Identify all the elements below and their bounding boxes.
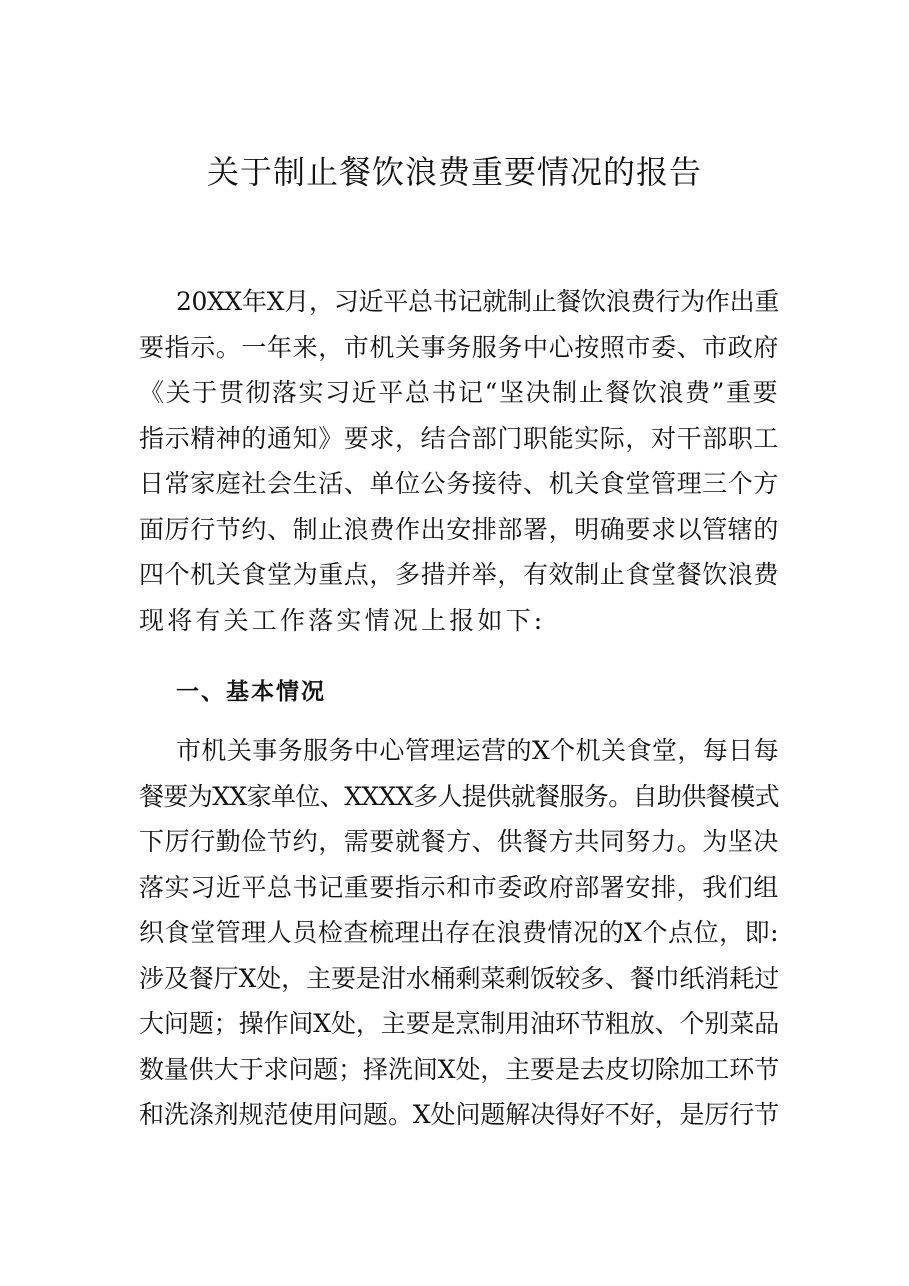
paragraph-line: 落实习近平总书记重要指示和市委政府部署安排，我们组 [139,872,780,902]
section-heading-basic-situation: 一、基本情况 [176,679,326,705]
paragraph-line: 市机关事务服务中心管理运营的X个机关食堂，每日每 [176,736,779,765]
paragraph-line: 日常家庭社会生活、单位公务接待、机关食堂管理三个方 [139,469,780,498]
paragraph-line: 数量供大于求问题；择洗间X处，主要是去皮切除加工环节 [139,1054,779,1084]
paragraph-line: 四个机关食堂为重点，多措并举，有效制止食堂餐饮浪费 [139,560,780,589]
paragraph-line: 下厉行勤俭节约，需要就餐方、供餐方共同努力。为坚决 [139,827,780,856]
paragraph-line: 面厉行节约、制止浪费作出安排部署，明确要求以管辖的 [139,514,780,544]
paragraph-line: 现将有关工作落实情况上报如下: [139,605,546,635]
paragraph-basic-situation [139,728,779,1138]
paragraph-intro [139,279,779,643]
document-title: 关于制止餐饮浪费重要情况的报告 [206,153,702,191]
paragraph-line: 20XX年X月，习近平总书记就制止餐饮浪费行为作出重 [176,287,779,316]
paragraph-line: 要指示。一年来，市机关事务服务中心按照市委、市政府 [139,332,780,362]
paragraph-line: 织食堂管理人员检查梳理出存在浪费情况的X个点位，即: [139,918,779,947]
paragraph-line: 指示精神的通知》要求，结合部门职能实际，对干部职工 [139,423,780,453]
paragraph-line: 大问题；操作间X处，主要是烹制用油环节粗放、个别菜品 [139,1009,779,1038]
paragraph-line: 和洗涤剂规范使用问题。X处问题解决得好不好，是厉行节 [139,1100,779,1129]
paragraph-line: 餐要为XX家单位、XXXX多人提供就餐服务。自助供餐模式 [139,781,779,811]
paragraph-line: 《关于贯彻落实习近平总书记“坚决制止餐饮浪费”重要 [139,378,779,407]
paragraph-line: 涉及餐厅X处，主要是泔水桶剩菜剩饭较多、餐巾纸消耗过 [139,963,779,993]
